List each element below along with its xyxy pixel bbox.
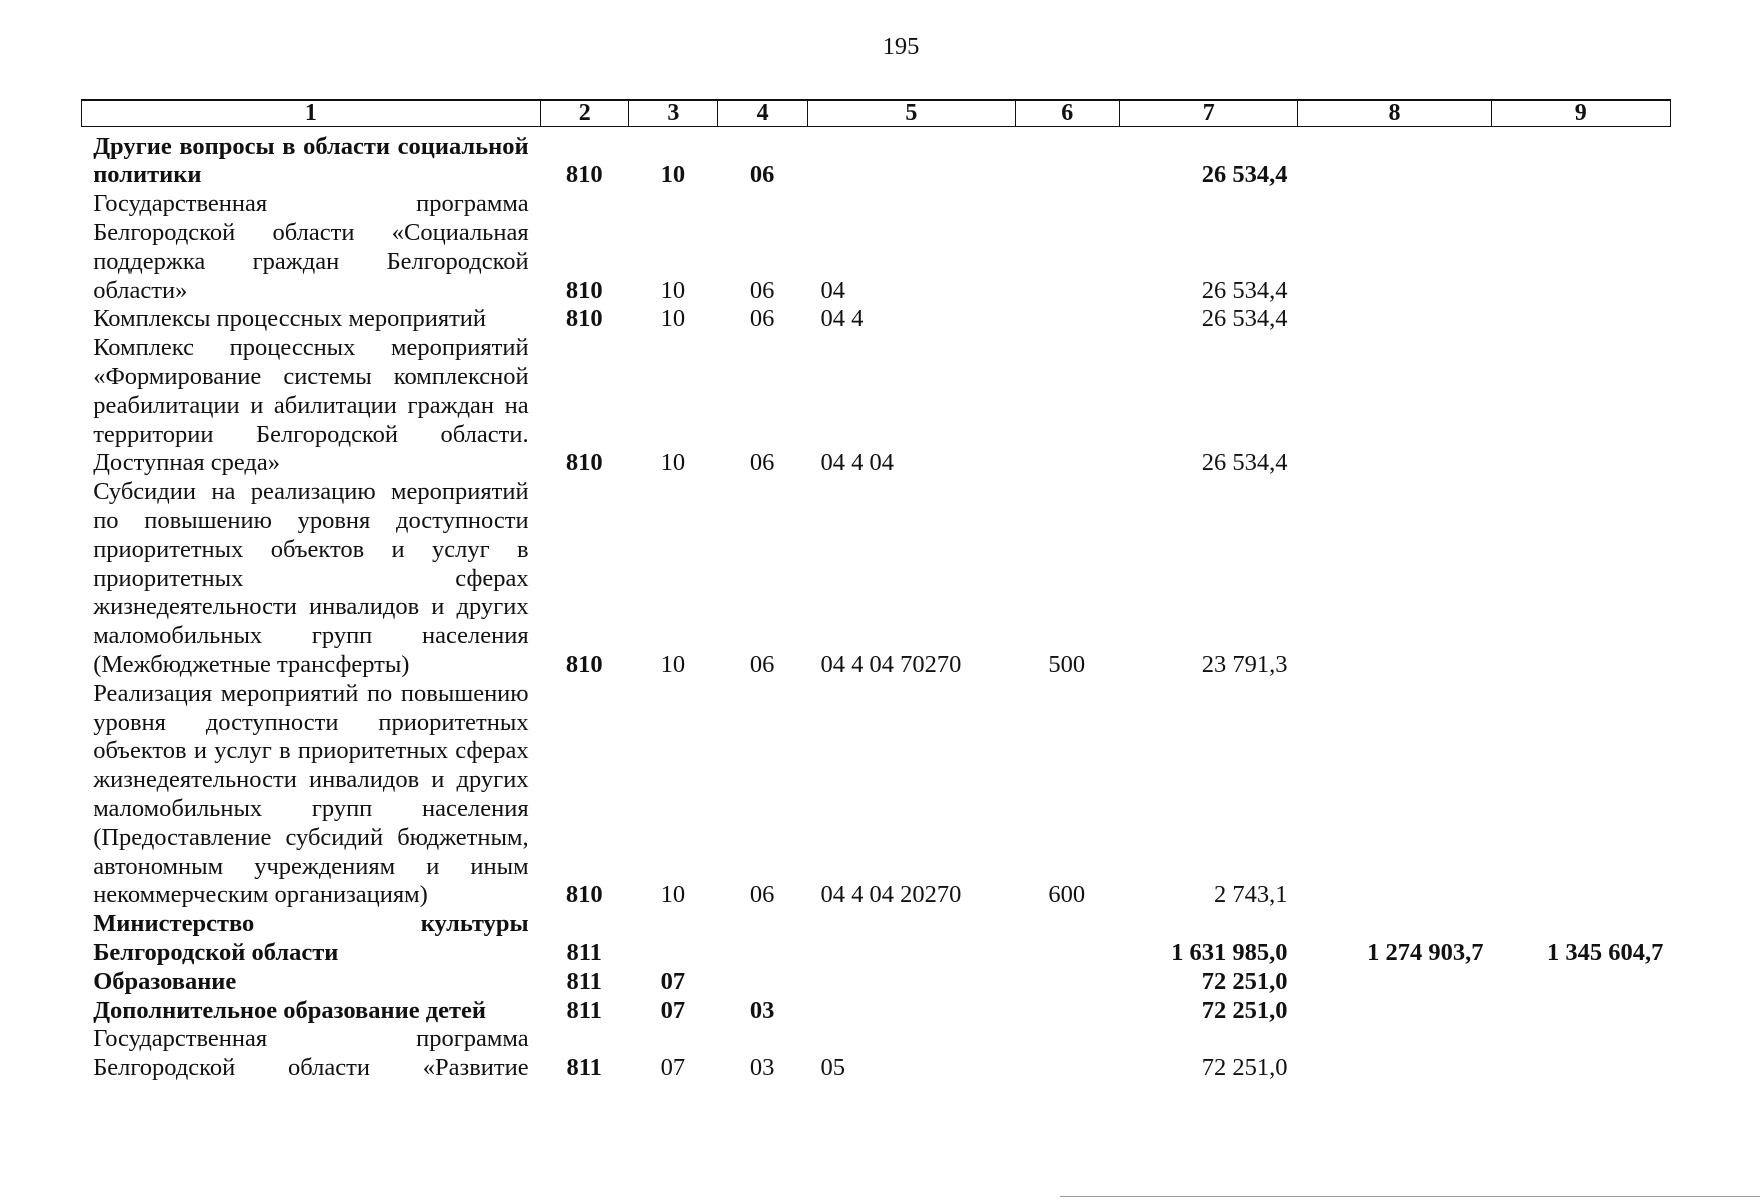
target-article-cell: 04 4 04 70270 (820, 650, 962, 678)
item-name-line: области» (93, 276, 188, 304)
amount-year3-cell (1491, 997, 1671, 1026)
item-name-line: Белгородской области «Развитие (93, 1054, 529, 1082)
ministry-code-cell: 811 (566, 967, 602, 995)
ministry-code-cell: 810 (565, 276, 603, 304)
item-name-line: маломобильных групп населения (93, 794, 529, 822)
item-name-line: приоритетных объектов и услуг в (93, 535, 529, 563)
ministry-code-cell: 811 (566, 1054, 602, 1082)
item-name-line: «Формирование системы комплексной (93, 362, 529, 390)
expense-type-cell: 600 (1048, 881, 1086, 909)
item-name-cell (81, 478, 540, 680)
item-name-line: Белгородской области (93, 938, 339, 966)
section-cell: 10 (660, 161, 686, 189)
ministry-code-cell: 810 (565, 449, 603, 477)
subsection-cell (717, 939, 807, 968)
table-row (81, 133, 1670, 191)
ministry-code-cell: 811 (566, 996, 602, 1024)
table-row (81, 305, 1670, 334)
item-name-line: маломобильных групп населения (93, 622, 529, 650)
item-name-cell (81, 910, 540, 968)
item-name-cell (81, 997, 540, 1026)
expense-type-cell (1015, 161, 1119, 190)
item-name-cell (81, 968, 540, 997)
page-number: 195 (882, 33, 920, 60)
column-number-header-row (81, 99, 1671, 127)
amount-year2-cell (1297, 997, 1490, 1026)
table-row (81, 997, 1670, 1026)
ministry-code-cell: 810 (565, 881, 603, 909)
section-cell: 10 (660, 650, 686, 678)
amount-year1-cell: 26 534,4 (1201, 305, 1288, 333)
amount-year2-cell (1297, 1054, 1490, 1083)
amount-year1-cell: 26 534,4 (1201, 449, 1288, 477)
target-article-cell (807, 968, 1015, 997)
section-cell: 10 (660, 881, 686, 909)
section-cell: 10 (660, 305, 686, 333)
expense-type-cell (1015, 277, 1119, 306)
amount-year2-cell (1297, 968, 1490, 997)
target-article-cell: 04 (820, 276, 845, 304)
subsection-cell: 06 (749, 305, 775, 333)
table-row (81, 910, 1670, 968)
target-article-cell: 04 4 (820, 305, 864, 333)
item-name-cell (81, 680, 540, 910)
column-number-header: 6 (1016, 101, 1120, 126)
item-name-line: Министерство культуры (93, 910, 529, 938)
item-name-line: поддержка граждан Белгородской (93, 247, 529, 275)
item-name-line: политики (93, 161, 202, 189)
amount-year3-cell (1491, 277, 1671, 306)
subsection-cell: 06 (749, 650, 775, 678)
amount-year1-cell: 72 251,0 (1201, 967, 1288, 995)
section-cell: 10 (660, 276, 686, 304)
amount-year2-cell (1297, 305, 1490, 334)
target-article-cell: 04 4 04 (820, 449, 894, 477)
column-number-header: 5 (808, 101, 1016, 126)
amount-year2-cell (1297, 277, 1490, 306)
column-number-header: 2 (541, 101, 630, 126)
item-name-line: (Межбюджетные трансферты) (93, 650, 410, 678)
expense-type-cell (1015, 1054, 1119, 1083)
target-article-cell (807, 997, 1015, 1026)
expense-type-cell: 500 (1048, 650, 1086, 678)
item-name-line: Государственная программа (93, 190, 529, 218)
amount-year3-cell (1491, 881, 1671, 910)
item-name-line: территории Белгородской области. (93, 420, 529, 448)
section-cell: 07 (660, 996, 686, 1024)
target-article-cell: 04 4 04 20270 (820, 881, 962, 909)
item-name-cell (81, 334, 540, 478)
item-name-line: реабилитации и абилитации граждан на (93, 391, 529, 419)
item-name-line: уровня доступности приоритетных (93, 708, 529, 736)
section-cell: 07 (660, 1054, 686, 1082)
amount-year1-cell: 23 791,3 (1201, 650, 1288, 678)
expense-type-cell (1015, 305, 1119, 334)
expense-type-cell (1015, 968, 1119, 997)
item-name-line: Субсидии на реализацию мероприятий (93, 478, 529, 506)
ministry-code-cell: 811 (566, 938, 602, 966)
column-number-header: 4 (718, 101, 808, 126)
amount-year2-cell (1297, 881, 1490, 910)
item-name-cell (81, 133, 540, 191)
expense-type-cell (1015, 449, 1119, 478)
amount-year3-cell (1491, 651, 1671, 680)
scan-edge-line (1060, 1196, 1760, 1197)
item-name-line: Государственная программа (93, 1025, 529, 1053)
subsection-cell: 03 (749, 1054, 775, 1082)
amount-year1-cell: 26 534,4 (1201, 276, 1288, 304)
table-row (81, 968, 1670, 997)
item-name-line: приоритетных сферах (93, 564, 529, 592)
item-name-line: Дополнительное образование детей (93, 996, 487, 1024)
column-number-header: 8 (1298, 101, 1491, 126)
section-cell: 07 (660, 967, 686, 995)
amount-year3-cell (1491, 1054, 1671, 1083)
amount-year2-cell (1297, 449, 1490, 478)
expense-type-cell (1015, 997, 1119, 1026)
amount-year2-cell (1297, 651, 1490, 680)
item-name-line: жизнедеятельности инвалидов и других (93, 766, 529, 794)
ministry-code-cell: 810 (565, 650, 603, 678)
item-name-line: Доступная среда» (93, 449, 281, 477)
ministry-code-cell: 810 (565, 305, 603, 333)
amount-year1-cell: 26 534,4 (1201, 161, 1288, 189)
amount-year1-cell: 72 251,0 (1201, 1054, 1288, 1082)
item-name-line: жизнедеятельности инвалидов и других (93, 593, 529, 621)
amount-year1-cell: 72 251,0 (1201, 996, 1288, 1024)
table-row (81, 190, 1670, 305)
subsection-cell (717, 968, 807, 997)
item-name-line: Комплексы процессных мероприятий (93, 305, 487, 333)
column-number-header: 7 (1120, 101, 1299, 126)
amount-year1-cell: 2 743,1 (1213, 881, 1288, 909)
amount-year2-cell (1297, 161, 1490, 190)
budget-table-body (81, 133, 1670, 1083)
column-number-header: 1 (82, 101, 541, 126)
subsection-cell: 03 (749, 996, 775, 1024)
amount-year2-cell: 1 274 903,7 (1367, 938, 1484, 966)
item-name-line: (Предоставление субсидий бюджетным, (93, 823, 529, 851)
target-article-cell (807, 161, 1015, 190)
section-cell: 10 (660, 449, 686, 477)
item-name-line: Образование (93, 967, 237, 995)
item-name-line: объектов и услуг в приоритетных сферах (93, 737, 529, 765)
subsection-cell: 06 (749, 161, 775, 189)
item-name-line: по повышению уровня доступности (93, 506, 529, 534)
amount-year1-cell: 1 631 985,0 (1171, 938, 1288, 966)
amount-year3-cell (1491, 161, 1671, 190)
section-cell (628, 939, 717, 968)
item-name-line: Белгородской области «Социальная (93, 218, 529, 246)
expense-type-cell (1015, 939, 1119, 968)
table-row (81, 334, 1670, 478)
item-name-line: Комплекс процессных мероприятий (93, 334, 529, 362)
item-name-line: некоммерческим организациям) (93, 881, 428, 909)
subsection-cell: 06 (749, 276, 775, 304)
target-article-cell (807, 939, 1015, 968)
item-name-line: автономным учреждениям и иным (93, 852, 529, 880)
subsection-cell: 06 (749, 449, 775, 477)
item-name-cell (81, 305, 540, 334)
amount-year3-cell (1491, 305, 1671, 334)
amount-year3-cell (1491, 449, 1671, 478)
table-row (81, 478, 1670, 680)
item-name-line: Реализация мероприятий по повышению (93, 679, 529, 707)
table-row (81, 680, 1670, 910)
amount-year3-cell: 1 345 604,7 (1546, 938, 1664, 966)
column-number-header: 3 (629, 101, 718, 126)
column-number-header: 9 (1492, 101, 1672, 126)
ministry-code-cell: 810 (565, 161, 603, 189)
subsection-cell: 06 (749, 881, 775, 909)
item-name-line: Другие вопросы в области социальной (93, 132, 529, 160)
table-row (81, 1025, 1670, 1083)
target-article-cell: 05 (820, 1054, 845, 1082)
item-name-cell (81, 190, 540, 305)
amount-year3-cell (1491, 968, 1671, 997)
item-name-cell (81, 1025, 540, 1083)
